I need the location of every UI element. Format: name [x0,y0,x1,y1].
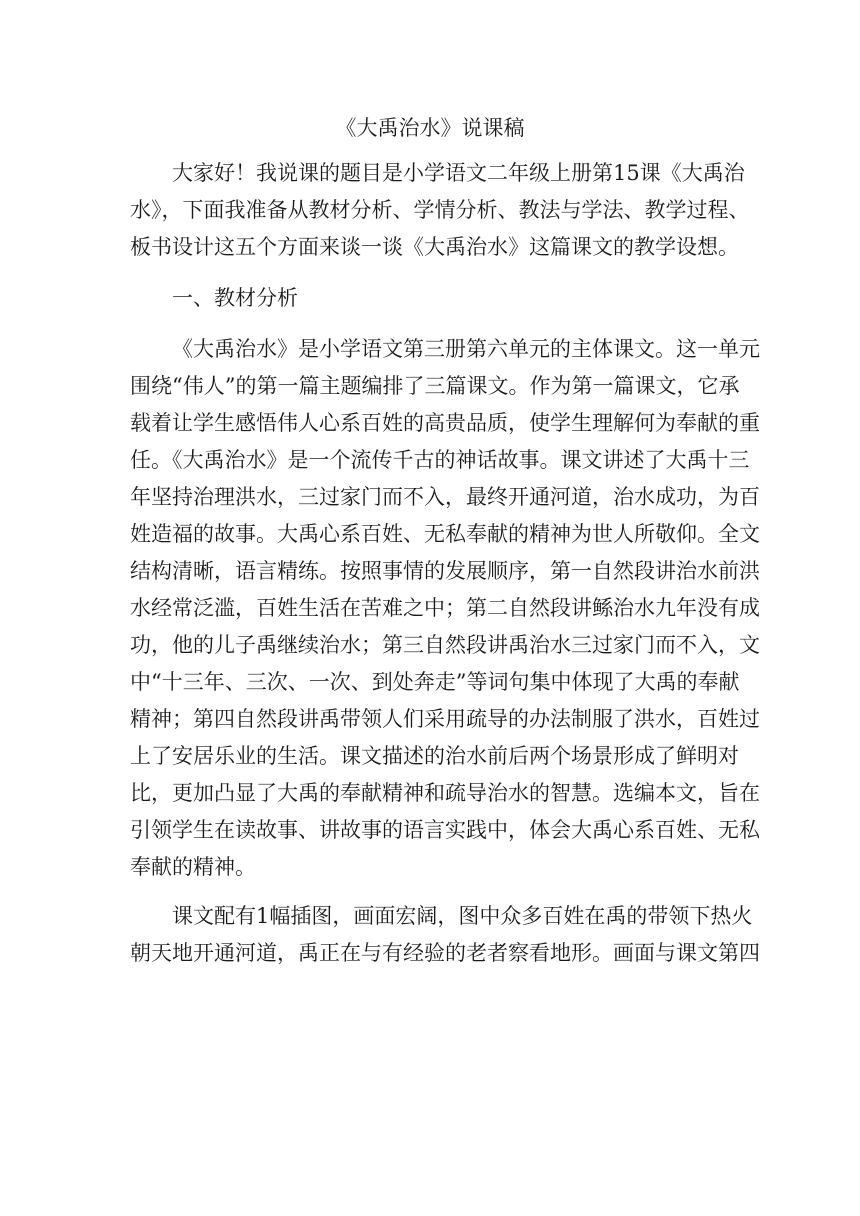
intro-line: 板书设计这五个方面来谈一谈《大禹治水》这篇课文的教学设想。 [130,235,739,259]
intro-line: 水》，下面我准备从教材分析、学情分析、教法与学法、教学过程、 [130,198,750,222]
paragraph-line: 载着让学生感悟伟人心系百姓的高贵品质，使学生理解何为奉献的重 [130,411,760,435]
paragraph-line: 年坚持治理洪水，三过家门而不入，最终开通河道，治水成功，为百 [130,485,760,509]
paragraph-line: 水经常泛滥，百姓生活在苦难之中；第二自然段讲鲧治水九年没有成 [130,596,760,620]
paragraph-line: 朝天地开通河道，禹正在与有经验的老者察看地形。画面与课文第四 [130,941,760,965]
textbook-analysis-paragraph-1 [130,331,760,886]
document-title: 《大禹治水》说课稿 [335,116,525,140]
paragraph-line: 精神；第四自然段讲禹带领人们采用疏导的办法制服了洪水，百姓过 [130,707,760,731]
document-body [130,155,760,972]
paragraph-line: 奉献的精神。 [130,855,256,879]
paragraph-line: 引领学生在读故事、讲故事的语言实践中，体会大禹心系百姓、无私 [130,818,760,842]
paragraph-line: 任。《大禹治水》是一个流传千古的神话故事。课文讲述了大禹十三 [130,448,750,472]
paragraph-line: 上了安居乐业的生活。课文描述的治水前后两个场景形成了鲜明对 [130,744,739,768]
paragraph-line: 围绕“伟人”的第一篇主题编排了三篇课文。作为第一篇课文，它承 [130,374,740,398]
paragraph-line: 中“十三年、三次、一次、到处奔走”等词句集中体现了大禹的奉献 [130,670,740,694]
paragraph-line: 功，他的儿子禹继续治水；第三自然段讲禹治水三过家门而不入，文 [130,633,760,657]
paragraph-line: 课文配有1幅插图，画面宏阔，图中众多百姓在禹的带领下热火 [172,904,753,928]
paragraph-line: 比，更加凸显了大禹的奉献精神和疏导治水的智慧。选编本文，旨在 [130,781,760,805]
section-heading-textbook-analysis: 一、教材分析 [172,286,298,310]
paragraph-line: 《大禹治水》是小学语文第三册第六单元的主体课文。这一单元 [172,337,760,361]
paragraph-line: 姓造福的故事。大禹心系百姓、无私奉献的精神为世人所敬仰。全文 [130,522,760,546]
paragraph-line: 结构清晰，语言精练。按照事情的发展顺序，第一自然段讲治水前洪 [130,559,760,583]
intro-line: 大家好！我说课的题目是小学语文二年级上册第15课《大禹治 [172,161,745,185]
intro-paragraph [130,155,750,266]
paragraph-spacer [130,886,732,898]
textbook-analysis-paragraph-2 [130,898,760,972]
